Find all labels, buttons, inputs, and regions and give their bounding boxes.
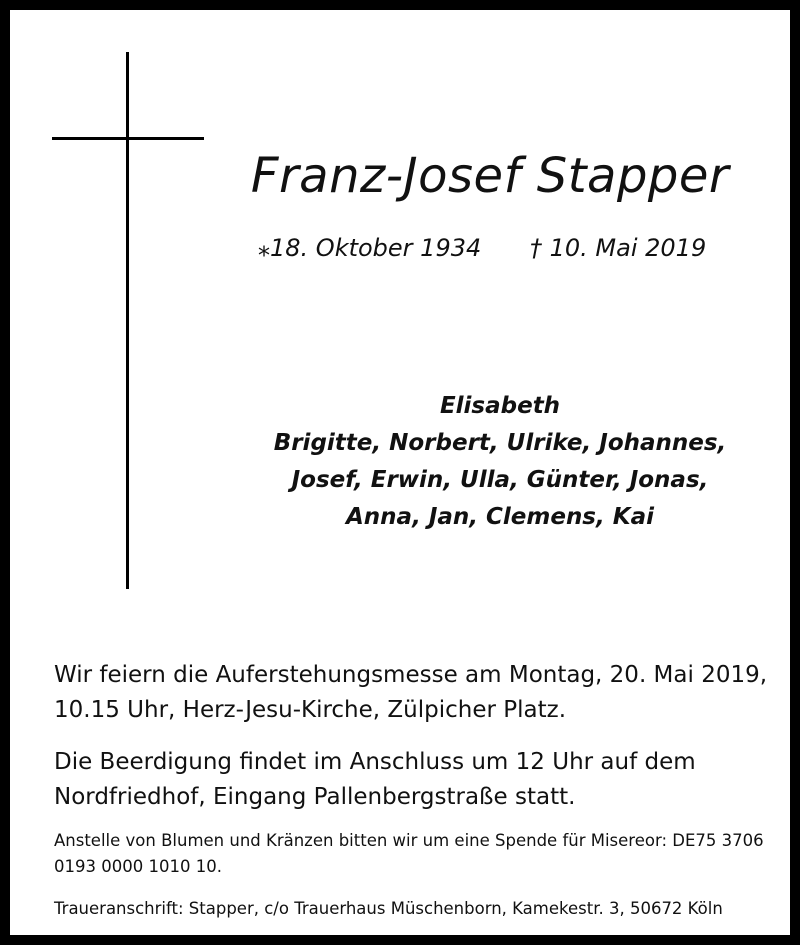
birth-date: ⁎18. Oktober 1934 [258,234,482,262]
survivors-line: Brigitte, Norbert, Ulrike, Johannes, [273,430,727,456]
survivors-line: Anna, Jan, Clemens, Kai [346,504,654,530]
death-date: † 10. Mai 2019 [530,234,707,262]
deceased-name: Franz-Josef Stapper [250,148,730,204]
survivors-list [240,388,760,536]
survivors-line: Josef, Erwin, Ulla, Günter, Jonas, [291,467,709,493]
survivors-line: Elisabeth [439,393,561,419]
cross-icon [126,52,129,589]
donation-request: Anstelle von Blumen und Kränzen bitten wir um eine Spende für Misereor: DE75 3706 0193 0000 1010 10. [54,831,764,876]
mass-announcement: Wir feiern die Auferstehungsmesse am Montag, 20. Mai 2019, 10.15 Uhr, Herz-Jesu-Kirche, Zülpicher Platz. [54,662,768,723]
cross-icon-bar [52,137,204,140]
mourning-address: Traueranschrift: Stapper, c/o Trauerhaus Müschenborn, Kamekestr. 3, 50672 Köln [54,899,723,918]
burial-announcement: Die Beerdigung findet im Anschluss um 12 Uhr auf dem Nordfriedhof, Eingang Pallenbergstraße statt. [54,749,696,810]
